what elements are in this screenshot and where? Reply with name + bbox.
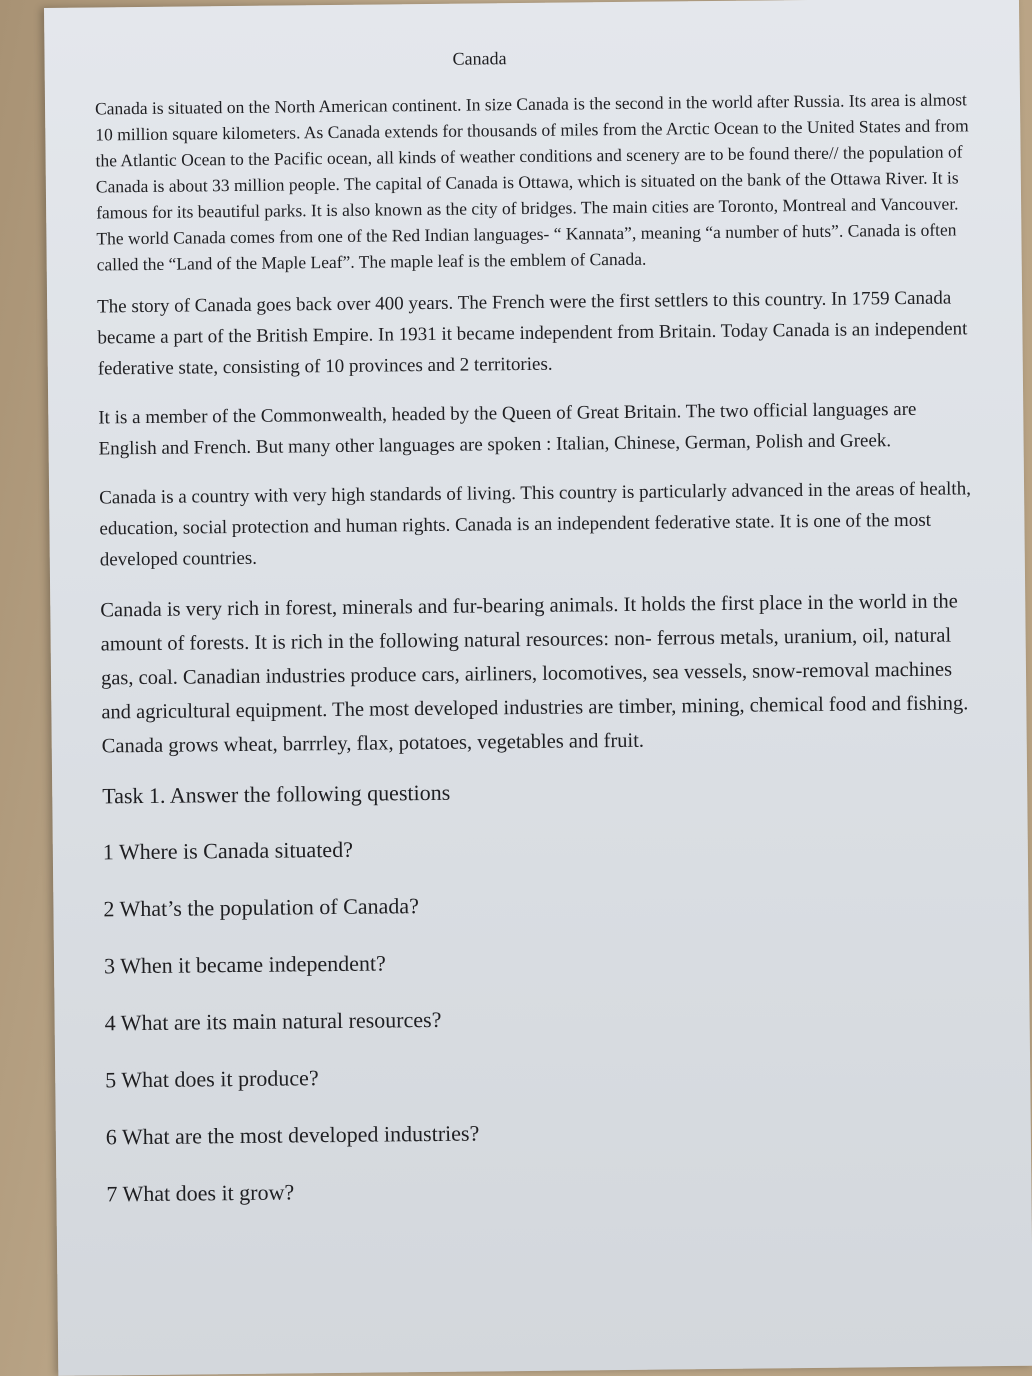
paragraph-living-standards: Canada is a country with very high standards of living. This country is particularly advanced in the areas of health, education, social protection and human rights. Canada is an independent federative state. It is one of the most developed countries. <box>99 478 972 571</box>
document-content <box>94 43 986 1236</box>
question-item: 7 What does it grow? <box>106 1179 295 1207</box>
question-item: 5 What does it produce? <box>105 1065 319 1093</box>
question-item: 1 Where is Canada situated? <box>102 836 354 865</box>
paper-sheet <box>44 0 1032 1376</box>
question-item: 3 When it became independent? <box>103 950 386 979</box>
paragraph-languages: It is a member of the Commonwealth, headed by the Queen of Great Britain. The two official languages are English and French. But many other languages are spoken : Italian, Chinese, German, Polish and Greek. <box>98 398 917 460</box>
question-item: 2 What’s the population of Canada? <box>103 893 420 922</box>
paragraph-history: The story of Canada goes back over 400 years. The French were the first settlers to this country. In 1759 Canada became a part of the British Empire. In 1931 it became independent from Britain. Today Canada is an independent federative state, consisting of 10 provinces and 2 territories. <box>97 287 968 380</box>
paragraph-resources: Canada is very rich in forest, minerals and fur-bearing animals. It holds the first place in the world in the amount of forests. It is rich in the following natural resources: non- ferrous metals, uranium, oil, natural gas, coal. Canadian industries produce cars, airliners, locomotives, sea vessels, snow-removal machines and agricultural equipment. The most developed industries are timber, mining, chemical food and fishing. Canada grows wheat, barrrley, flax, potatoes, vegetables and fruit. <box>100 590 969 758</box>
document-title: Canada <box>452 48 507 69</box>
question-item: 4 What are its main natural resources? <box>104 1006 442 1036</box>
question-item: 6 What are the most developed industries? <box>105 1120 480 1150</box>
paragraph-geography: Canada is situated on the North American continent. In size Canada is the second in the world after Russia. Its area is almost 10 million square kilometers. As Canada extends for thousands of miles from the Arctic Ocean to the United States and from the Atlantic Ocean to the Pacific ocean, all kinds of weather conditions and scenery are to be found there// the population of Canada is about 33 million people. The capital of Canada is Ottawa, which is situated on the bank of the Ottawa River. It is famous for its beautiful parks. It is also known as the city of bridges. The main cities are Toronto, Montreal and Vancouver. The world Canada comes from one of the Red Indian languages- “ Kannata”, meaning “a number of huts”. Canada is often called the “Land of the Maple Leaf”. The maple leaf is the emblem of Canada. <box>94 89 969 275</box>
task-heading: Task 1. Answer the following questions <box>102 779 451 809</box>
question-list <box>103 828 987 1209</box>
